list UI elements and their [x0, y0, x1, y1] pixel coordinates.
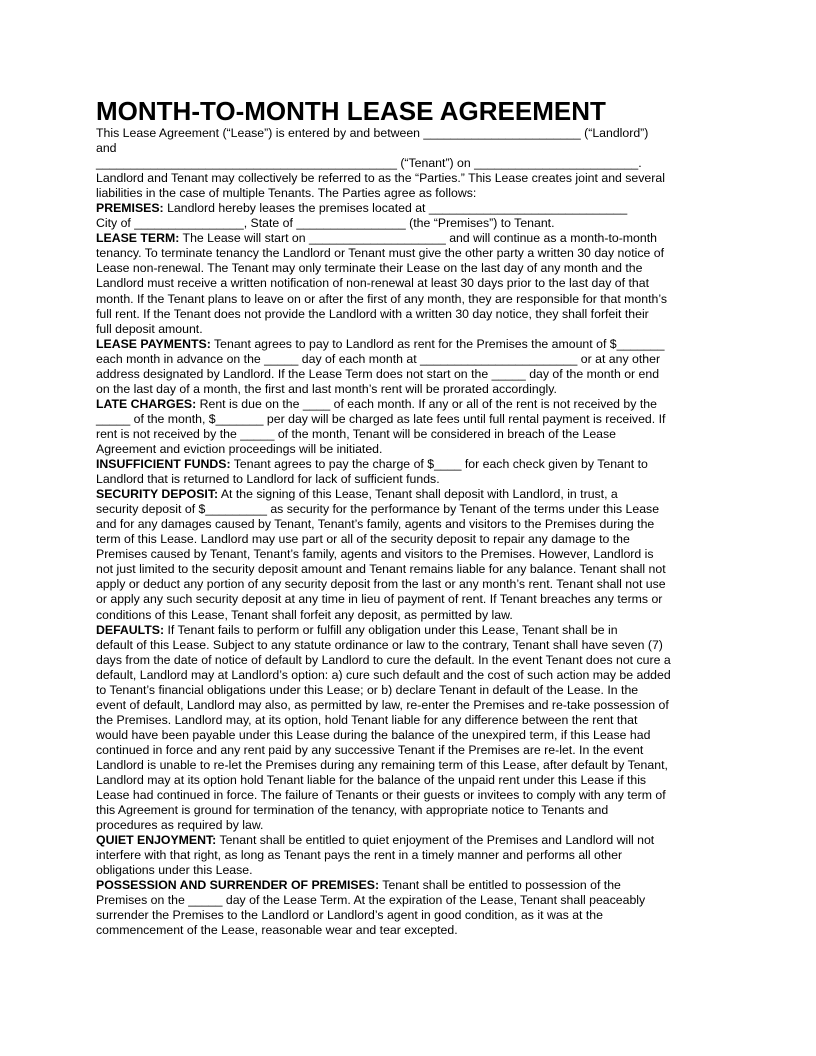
section-text: Premises on the _____ day of the Lease Term. At the expiration of the Lease, Tenant shall peaceably	[96, 893, 646, 908]
section-line	[96, 216, 720, 231]
section-line	[96, 261, 720, 276]
section-text: Agreement and eviction proceedings will be initiated.	[96, 441, 383, 456]
section-line	[96, 592, 720, 607]
section-text: Landlord is unable to re-let the Premises during any remaining term of this Lease, after default by Tenant,	[96, 757, 668, 772]
section-line	[96, 472, 720, 487]
section-line	[96, 352, 720, 367]
section-line	[96, 623, 720, 638]
section-line	[96, 773, 720, 788]
section-text: Landlord that is returned to Landlord for lack of sufficient funds.	[96, 472, 440, 487]
section-line	[96, 683, 720, 698]
section-text: Landlord must receive a written notification of non-renewal at least 30 days prior to the last day of that	[96, 276, 649, 291]
section-text: default of this Lease. Subject to any statute ordinance or law to the contrary, Tenant shall have seven (7)	[96, 637, 663, 652]
section-line	[96, 517, 720, 532]
section-line	[96, 713, 720, 728]
section-heading: LEASE TERM:	[96, 231, 180, 246]
section-text: surrender the Premises to the Landlord or Landlord’s agent in good condition, as it was at the	[96, 908, 603, 923]
section-heading: LATE CHARGES:	[96, 396, 197, 411]
section-text: continued in force and any rent paid by any successive Tenant if the Premises are re-let. In the event	[96, 742, 644, 757]
section-line	[96, 307, 720, 322]
section-line	[96, 653, 720, 668]
section-text: event of default, Landlord may also, as permitted by law, re-enter the Premises and re-take possession of	[96, 697, 669, 712]
section-line	[96, 803, 720, 818]
section-line	[96, 442, 720, 457]
section-text: days from the date of notice of default by Landlord to cure the default. In the event Tenant does not cure a	[96, 652, 671, 667]
section-line	[96, 743, 720, 758]
section-heading: POSSESSION AND SURRENDER OF PREMISES:	[96, 878, 380, 893]
section-lease-term	[96, 231, 720, 336]
section-line	[96, 758, 720, 773]
section-line	[96, 878, 720, 893]
section-line	[96, 337, 720, 352]
lease-sections	[96, 201, 720, 938]
section-text: Lease had continued in force. The failure of Tenants or their guests or invitees to comply with any term of	[96, 788, 666, 803]
section-insufficient-funds	[96, 457, 720, 487]
section-text: on the last day of a month, the first and last month’s rent will be prorated accordingly.	[96, 381, 557, 396]
section-line	[96, 848, 720, 863]
section-defaults	[96, 623, 720, 834]
section-text: Tenant shall be entitled to quiet enjoyment of the Premises and Landlord will not	[216, 833, 655, 848]
section-line	[96, 577, 720, 592]
section-text: month. If the Tenant plans to leave on or after the first of any month, they are responsible for that month’s	[96, 291, 667, 306]
section-line	[96, 427, 720, 442]
section-line	[96, 833, 720, 848]
section-line	[96, 412, 720, 427]
section-line	[96, 788, 720, 803]
section-possession-and-surrender-of-premises	[96, 878, 720, 938]
section-text: The Lease will start on ____________________ and will continue as a month-to-month	[179, 231, 657, 246]
section-line	[96, 728, 720, 743]
section-line	[96, 923, 720, 938]
section-text: obligations under this Lease.	[96, 863, 253, 878]
section-heading: INSUFFICIENT FUNDS:	[96, 457, 231, 472]
section-line	[96, 397, 720, 412]
section-text: term of this Lease. Landlord may use part or all of the security deposit to repair any damage to the	[96, 532, 630, 547]
section-text: Tenant agrees to pay the charge of $____ for each check given by Tenant to	[230, 457, 648, 472]
section-line	[96, 276, 720, 291]
section-text: this Agreement is ground for termination of the tenancy, with appropriate notice to Tenants and	[96, 803, 609, 818]
section-heading: QUIET ENJOYMENT:	[96, 833, 217, 848]
intro-line: liabilities in the case of multiple Tenants. The Parties agree as follows:	[96, 186, 477, 201]
section-text: apply or deduct any portion of any security deposit from the last or any month’s rent. Tenant shall not use	[96, 577, 666, 592]
intro-line: and	[96, 141, 117, 156]
document-body	[96, 126, 720, 939]
section-text: default, Landlord may at Landlord’s option: a) cure such default and the cost of such action may be added	[96, 667, 671, 682]
section-text: Rent is due on the ____ of each month. If any or all of the rent is not received by the	[196, 396, 657, 411]
section-text: interfere with that right, as long as Tenant pays the rent in a timely manner and performs all other	[96, 848, 623, 863]
section-text: full deposit amount.	[96, 321, 203, 336]
section-text: Tenant shall be entitled to possession of the	[379, 878, 621, 893]
section-text: Lease non-renewal. The Tenant may only terminate their Lease on the last day of any month and the	[96, 261, 643, 276]
section-line	[96, 532, 720, 547]
section-line	[96, 246, 720, 261]
section-text: _____ of the month, $_______ per day will be charged as late fees until full rental payment is received. If	[96, 411, 666, 426]
section-text: full rent. If the Tenant does not provide the Landlord with a written 30 day notice, they shall forfeit their	[96, 306, 649, 321]
section-text: not just limited to the security deposit amount and Tenant remains liable for any balance. Tenant shall not	[96, 562, 666, 577]
section-text: each month in advance on the _____ day of each month at _______________________ or at any other	[96, 351, 661, 366]
intro-paragraph	[96, 126, 720, 201]
section-line	[96, 382, 720, 397]
section-line	[96, 292, 720, 307]
section-heading: SECURITY DEPOSIT:	[96, 487, 219, 502]
section-text: to Tenant’s financial obligations under this Lease; or b) declare Tenant in default of the Lease. In the	[96, 682, 639, 697]
section-line	[96, 547, 720, 562]
section-text: security deposit of $_________ as security for the performance by Tenant of the terms under this Lease	[96, 502, 660, 517]
section-text: procedures as required by law.	[96, 818, 264, 833]
section-lease-payments	[96, 337, 720, 397]
section-line	[96, 562, 720, 577]
section-line	[96, 638, 720, 653]
section-line	[96, 668, 720, 683]
intro-line: ____________________________________________ (“Tenant”) on ________________________.	[96, 156, 642, 171]
section-security-deposit	[96, 487, 720, 622]
section-line	[96, 863, 720, 878]
section-heading: DEFAULTS:	[96, 622, 165, 637]
intro-line: Landlord and Tenant may collectively be referred to as the “Parties.” This Lease creates joint and several	[96, 171, 665, 186]
section-text: Landlord may at its option hold Tenant liable for the balance of the unpaid rent under this Lease if this	[96, 773, 647, 788]
section-line	[96, 502, 720, 517]
section-line	[96, 893, 720, 908]
section-line	[96, 231, 720, 246]
section-line	[96, 698, 720, 713]
section-heading: LEASE PAYMENTS:	[96, 336, 211, 351]
section-text: Premises caused by Tenant, Tenant’s family, agents and visitors to the Premises. However, Landlord is	[96, 547, 654, 562]
section-late-charges	[96, 397, 720, 457]
section-text: If Tenant fails to perform or fulfill any obligation under this Lease, Tenant shall be in	[164, 622, 618, 637]
document-title: MONTH-TO-MONTH LEASE AGREEMENT	[96, 96, 606, 126]
section-line	[96, 487, 720, 502]
intro-line: This Lease Agreement (“Lease”) is entered by and between _______________________ (“Landlord”)	[96, 126, 649, 140]
section-line	[96, 908, 720, 923]
section-line	[96, 322, 720, 337]
section-text: commencement of the Lease, reasonable wear and tear excepted.	[96, 923, 458, 938]
section-line	[96, 818, 720, 833]
section-line	[96, 367, 720, 382]
section-text: and for any damages caused by Tenant, Tenant’s family, agents and visitors to the Premises during the	[96, 517, 655, 532]
section-text: would have been payable under this Lease during the balance of the unexpired term, if this Lease had	[96, 727, 651, 742]
section-text: At the signing of this Lease, Tenant shall deposit with Landlord, in trust, a	[218, 487, 618, 502]
section-text: Landlord hereby leases the premises located at _____________________________	[163, 201, 628, 216]
section-text: conditions of this Lease, Tenant shall forfeit any deposit, as permitted by law.	[96, 607, 513, 622]
section-heading: PREMISES:	[96, 201, 164, 216]
section-line	[96, 201, 720, 216]
section-text: rent is not received by the _____ of the month, Tenant will be considered in breach of the Lease	[96, 426, 616, 441]
section-text: Tenant agrees to pay to Landlord as rent for the Premises the amount of $_______	[210, 336, 665, 351]
section-line	[96, 608, 720, 623]
section-line	[96, 457, 720, 472]
lease-document	[96, 96, 720, 939]
section-text: tenancy. To terminate tenancy the Landlord or Tenant must give the other party a written 30 day notice of	[96, 246, 665, 261]
section-text: or apply any such security deposit at any time in lieu of payment of rent. If Tenant breaches any terms or	[96, 592, 663, 607]
section-text: City of ________________, State of ________________ (the “Premises”) to Tenant.	[96, 216, 555, 231]
section-text: the Premises. Landlord may, at its option, hold Tenant liable for any difference between the rent that	[96, 712, 638, 727]
section-text: address designated by Landlord. If the Lease Term does not start on the _____ day of the month or end	[96, 366, 660, 381]
section-quiet-enjoyment	[96, 833, 720, 878]
section-premises	[96, 201, 720, 231]
